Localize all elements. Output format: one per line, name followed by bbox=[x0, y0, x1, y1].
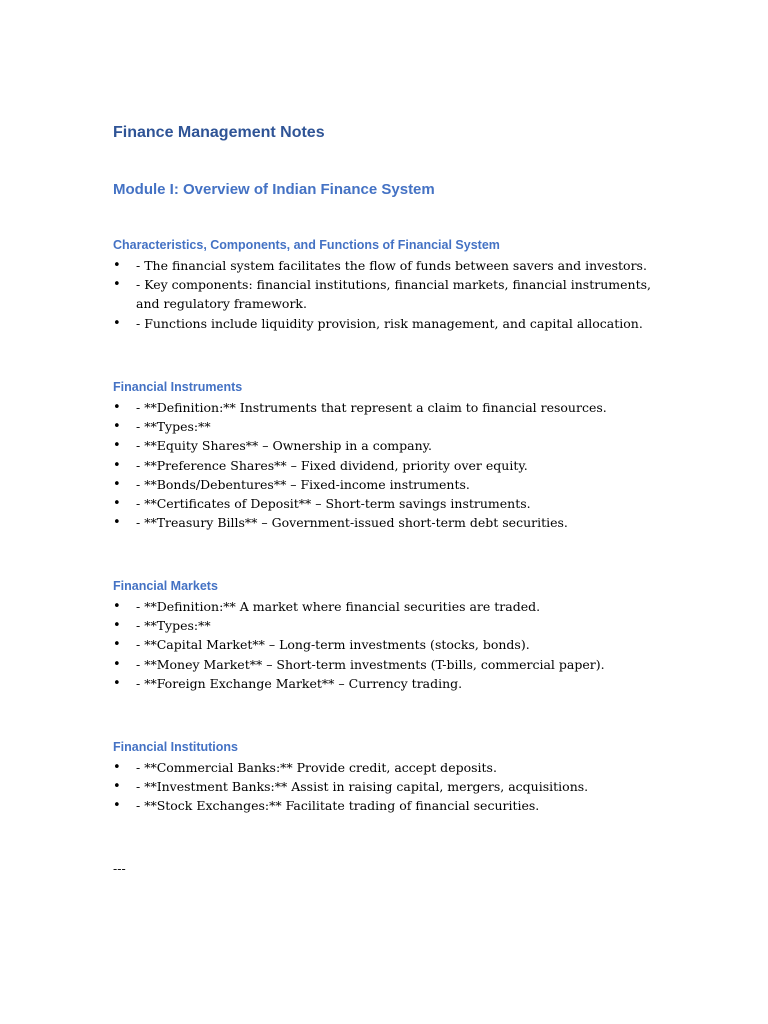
list-item: • - The financial system facilitates the flow of funds between savers and investors. bbox=[113, 256, 673, 275]
bullet-icon: • bbox=[113, 675, 121, 691]
section-heading: Financial Instruments bbox=[113, 380, 243, 394]
list-item: • - **Foreign Exchange Market** – Currency trading. bbox=[113, 674, 673, 693]
bullet-icon: • bbox=[113, 315, 121, 331]
bullet-icon: • bbox=[113, 419, 121, 435]
section-heading: Financial Markets bbox=[113, 579, 218, 593]
section-heading: Financial Institutions bbox=[113, 740, 239, 754]
bullet-icon: • bbox=[113, 277, 121, 293]
bullet-icon: • bbox=[113, 760, 121, 775]
list-item: • - **Certificates of Deposit** – Short-term savings instruments. bbox=[113, 494, 673, 513]
bullet-icon: • bbox=[113, 798, 121, 814]
list-item: • - **Bonds/Debentures** – Fixed-income instruments. bbox=[113, 475, 673, 494]
list-item: • - **Stock Exchanges:** Facilitate trading of financial securities. bbox=[113, 796, 673, 815]
bullet-list bbox=[113, 398, 673, 532]
bullet-icon: • bbox=[113, 779, 121, 795]
list-item: • - **Capital Market** – Long-term investments (stocks, bonds). bbox=[113, 635, 673, 654]
bullet-icon: • bbox=[113, 438, 121, 454]
bullet-list bbox=[113, 758, 673, 816]
bullet-icon: • bbox=[113, 496, 121, 512]
list-item: • - **Investment Banks:** Assist in raising capital, mergers, acquisitions. bbox=[113, 777, 673, 796]
section-heading: Characteristics, Components, and Functions of Financial System bbox=[113, 238, 500, 252]
bullet-icon: • bbox=[113, 618, 121, 634]
bullet-icon: • bbox=[113, 656, 121, 672]
section-financial-instruments bbox=[113, 379, 673, 532]
list-item: • - **Types:** bbox=[113, 616, 673, 635]
list-item: • - Key components: financial institutions, financial markets, financial instruments, and regulatory framework. bbox=[113, 277, 651, 312]
bullet-list bbox=[113, 597, 673, 693]
list-item: • - **Preference Shares** – Fixed dividend, priority over equity. bbox=[113, 456, 673, 475]
section-financial-system bbox=[113, 237, 673, 333]
horizontal-rule-text: --- bbox=[113, 861, 126, 876]
bullet-icon: • bbox=[113, 476, 121, 492]
bullet-list bbox=[113, 256, 673, 333]
list-item: • - Functions include liquidity provision, risk management, and capital allocation. bbox=[113, 314, 673, 333]
section-financial-institutions bbox=[113, 739, 673, 816]
module-heading: Module I: Overview of Indian Finance System bbox=[113, 181, 435, 198]
list-item: • - **Treasury Bills** – Government-issued short-term debt securities. bbox=[113, 513, 673, 532]
bullet-icon: • bbox=[113, 599, 121, 614]
bullet-icon: • bbox=[113, 515, 121, 531]
list-item: • - **Commercial Banks:** Provide credit, accept deposits. bbox=[113, 758, 673, 777]
list-item: • - **Money Market** – Short-term investments (T-bills, commercial paper). bbox=[113, 655, 673, 674]
bullet-icon: • bbox=[113, 457, 121, 473]
list-item: • - **Definition:** A market where financial securities are traded. bbox=[113, 597, 673, 616]
list-item: • - **Definition:** Instruments that represent a claim to financial resources. bbox=[113, 398, 673, 417]
bullet-icon: • bbox=[113, 258, 121, 273]
list-item: • - **Equity Shares** – Ownership in a company. bbox=[113, 436, 673, 455]
bullet-icon: • bbox=[113, 400, 121, 415]
list-item: • - **Types:** bbox=[113, 417, 673, 436]
bullet-icon: • bbox=[113, 637, 121, 653]
section-financial-markets bbox=[113, 578, 673, 693]
document-title: Finance Management Notes bbox=[113, 124, 325, 141]
